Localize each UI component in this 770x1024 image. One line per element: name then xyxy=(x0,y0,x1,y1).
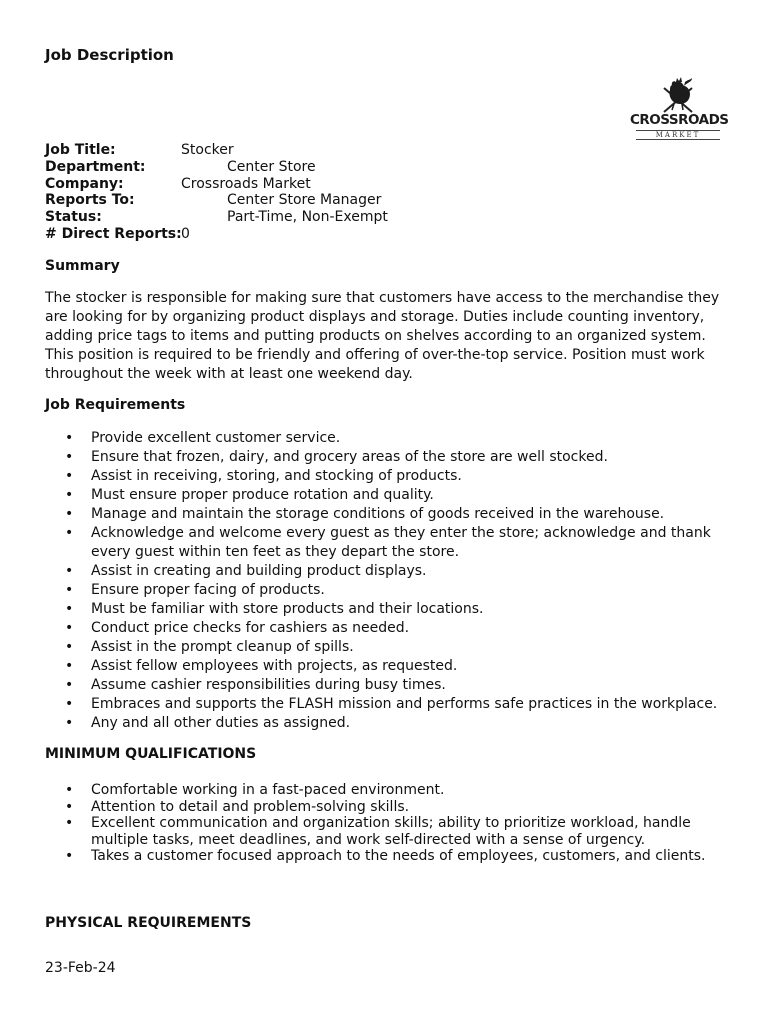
info-label: Company: xyxy=(45,175,124,192)
bullet-icon: • xyxy=(65,715,74,731)
bullet-icon: • xyxy=(65,639,74,655)
list-item: • Conduct price checks for cashiers as needed. xyxy=(65,620,410,636)
list-item: • Ensure that frozen, dairy, and grocery areas of the store are well stocked. xyxy=(65,449,608,465)
list-item: • Ensure proper facing of products. xyxy=(65,582,325,598)
bullet-icon: • xyxy=(65,658,74,674)
bullet-icon: • xyxy=(65,525,74,541)
info-value: Center Store xyxy=(227,158,316,175)
list-item: • Acknowledge and welcome every guest as they enter the store; acknowledge and thank every guest within ten feet as they depart the store. xyxy=(65,525,711,560)
list-item: • Takes a customer focused approach to the needs of employees, customers, and clients. xyxy=(65,848,706,865)
list-item: • Assume cashier responsibilities during busy times. xyxy=(65,677,446,693)
info-value: 0 xyxy=(181,225,190,242)
list-item: • Must be familiar with store products and their locations. xyxy=(65,601,484,617)
bullet-icon: • xyxy=(65,506,74,522)
crossroads-market-logo xyxy=(630,76,729,146)
bullet-icon: • xyxy=(65,449,74,465)
info-value: Stocker xyxy=(181,142,234,158)
info-value: Center Store Manager xyxy=(227,192,382,209)
bullet-icon: • xyxy=(65,815,74,832)
bullet-icon: • xyxy=(65,582,74,598)
summary-text: The stocker is responsible for making sure that customers have access to the merchandise they are looking for by organizing product displays and storage. Duties include counting inventory, adding price tags to items and putting products on shelves according to an organized system. This position is required to be friendly and offering of over-the-top service. Position must work throughout the week with at least one weekend day. xyxy=(45,290,720,382)
list-item: • Assist in creating and building product displays. xyxy=(65,563,427,579)
bullet-icon: • xyxy=(65,677,74,693)
minimum-qualifications-heading: MINIMUM QUALIFICATIONS xyxy=(45,746,257,762)
info-value: Part-Time, Non-Exempt xyxy=(227,209,388,226)
bullet-icon: • xyxy=(65,798,74,815)
info-label: Reports To: xyxy=(45,192,135,209)
minimum-qualifications-list xyxy=(45,782,735,865)
list-item: • Manage and maintain the storage conditions of goods received in the warehouse. xyxy=(65,506,665,522)
list-item: • Provide excellent customer service. xyxy=(65,430,341,446)
info-label: # Direct Reports: xyxy=(45,225,182,242)
bullet-icon: • xyxy=(65,430,74,446)
list-item: • Comfortable working in a fast-paced environment. xyxy=(65,782,445,798)
list-item: • Must ensure proper produce rotation and quality. xyxy=(65,487,434,503)
bullet-icon: • xyxy=(65,848,74,865)
info-value: Crossroads Market xyxy=(181,175,311,192)
info-label: Department: xyxy=(45,158,146,175)
bullet-icon: • xyxy=(65,468,74,484)
job-requirements-list xyxy=(45,429,735,733)
list-item: • Assist in receiving, storing, and stocking of products. xyxy=(65,468,462,484)
bullet-icon: • xyxy=(65,696,74,712)
bullet-icon: • xyxy=(65,601,74,617)
list-item: • Excellent communication and organization skills; ability to prioritize workload, handle multiple tasks, meet deadlines, and work self-directed with a sense of urgency. xyxy=(65,815,691,848)
bullet-icon: • xyxy=(65,563,74,579)
rooster-icon xyxy=(630,76,726,116)
physical-requirements-heading: PHYSICAL REQUIREMENTS xyxy=(45,915,252,931)
list-item: • Attention to detail and problem-solving skills. xyxy=(65,798,410,815)
bullet-icon: • xyxy=(65,620,74,636)
summary-heading: Summary xyxy=(45,258,120,274)
bullet-icon: • xyxy=(65,782,74,798)
list-item: • Assist in the prompt cleanup of spills. xyxy=(65,639,354,655)
info-label: Job Title: xyxy=(45,142,116,158)
logo-wordmark: CROSSROADS xyxy=(630,112,729,128)
job-requirements-heading: Job Requirements xyxy=(45,397,186,413)
list-item: • Assist fellow employees with projects, as requested. xyxy=(65,658,458,674)
document-date: 23-Feb-24 xyxy=(45,960,116,976)
list-item: • Embraces and supports the FLASH mission and performs safe practices in the workplace. xyxy=(65,696,718,712)
list-item: • Any and all other duties as assigned. xyxy=(65,715,351,731)
info-label: Status: xyxy=(45,209,102,226)
document-title: Job Description xyxy=(45,46,174,64)
bullet-icon: • xyxy=(65,487,74,503)
logo-subtitle: MARKET xyxy=(636,130,720,140)
